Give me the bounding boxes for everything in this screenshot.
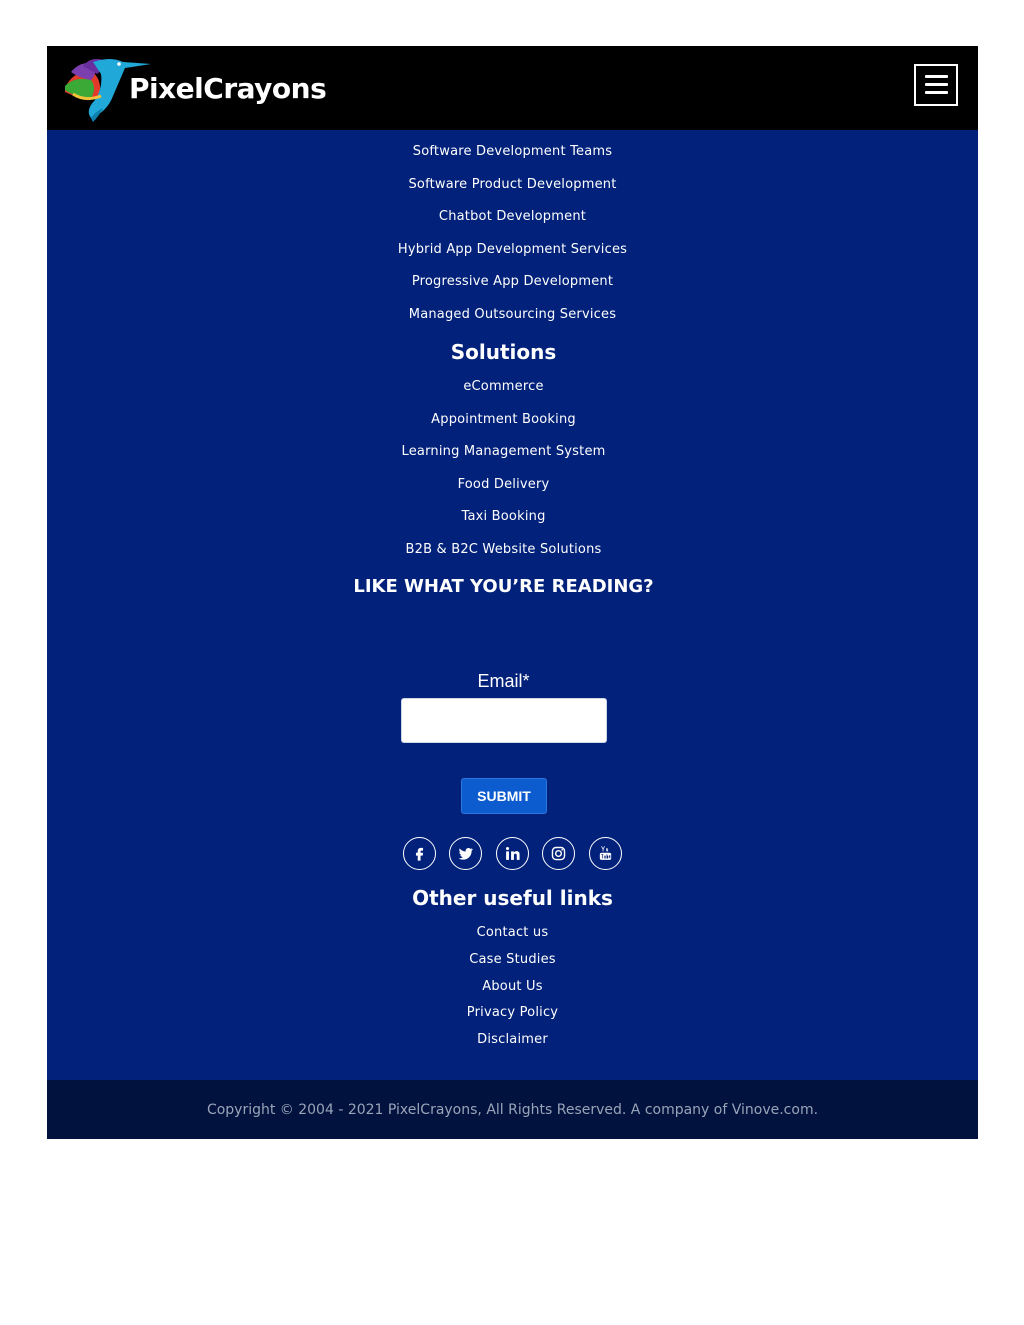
solution-link[interactable]: Taxi Booking	[461, 509, 546, 524]
twitter-icon	[457, 845, 474, 862]
footer-link[interactable]: Software Development Teams	[412, 144, 613, 159]
copyright-text: Copyright © 2004 - 2021 PixelCrayons, All Rights Reserved. A company of Vinove.com.	[206, 1102, 819, 1118]
instagram-icon	[550, 845, 567, 862]
useful-link-list	[47, 925, 978, 1059]
useful-link[interactable]: Contact us	[476, 925, 549, 940]
linkedin-link[interactable]	[496, 837, 529, 870]
useful-link[interactable]: Case Studies	[469, 951, 556, 967]
logo-wordmark: PixelCrayons	[129, 72, 327, 105]
email-label: Email*	[477, 671, 530, 691]
instagram-link[interactable]	[542, 837, 575, 870]
solution-link[interactable]: Appointment Booking	[431, 411, 576, 427]
solution-link[interactable]: B2B & B2C Website Solutions	[405, 541, 602, 557]
useful-link[interactable]: Privacy Policy	[466, 1005, 559, 1021]
solution-link[interactable]: Learning Management System	[401, 444, 606, 459]
facebook-icon	[411, 845, 428, 862]
services-link-list	[47, 144, 978, 339]
email-input[interactable]	[401, 698, 607, 743]
submit-button[interactable]: SUBMIT	[461, 778, 547, 814]
footer-link[interactable]: Software Product Development	[408, 176, 617, 192]
footer-link[interactable]: Chatbot Development	[438, 209, 587, 224]
footer-link[interactable]: Hybrid App Development Services	[397, 241, 628, 257]
twitter-link[interactable]	[449, 837, 482, 870]
youtube-icon	[597, 845, 614, 862]
useful-link[interactable]: Disclaimer	[477, 1032, 548, 1048]
useful-link[interactable]: About Us	[482, 978, 543, 994]
newsletter-heading: LIKE WHAT YOU’RE READING?	[353, 576, 654, 597]
youtube-link[interactable]	[589, 837, 622, 870]
top-navbar	[47, 46, 978, 130]
pixelcrayons-logo[interactable]	[63, 52, 327, 124]
solutions-link-list	[47, 379, 960, 574]
footer-bar	[47, 1080, 978, 1139]
useful-links-heading: Other useful links	[412, 886, 613, 910]
facebook-link[interactable]	[403, 837, 436, 870]
footer-link[interactable]: Managed Outsourcing Services	[408, 306, 617, 322]
footer-link[interactable]: Progressive App Development	[411, 274, 614, 289]
linkedin-icon	[504, 845, 521, 862]
solution-link[interactable]: Food Delivery	[457, 476, 550, 492]
page-frame	[47, 46, 978, 1139]
hamburger-menu-button[interactable]	[914, 64, 958, 106]
solution-link[interactable]: eCommerce	[463, 379, 544, 394]
solutions-heading: Solutions	[450, 340, 557, 364]
